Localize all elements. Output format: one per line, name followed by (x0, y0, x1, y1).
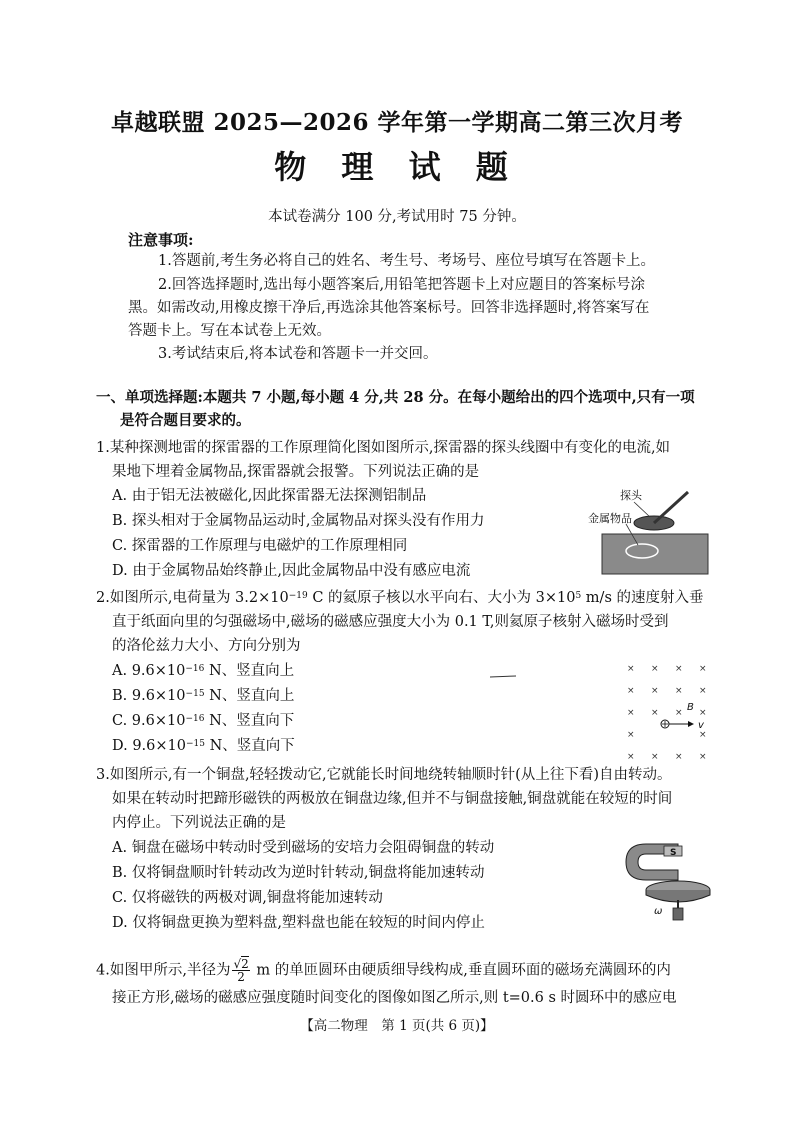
q2-stem-cont: 直于纸面向里的匀强磁场中,磁场的磁感应强度大小为 0.1 T,则氦原子核射入磁场时受到 (112, 614, 669, 630)
notice-line: 2.回答选择题时,选出每小题答案后,用铅笔把答题卡上对应题目的答案标号涂 (158, 277, 646, 293)
field-cross-mark: × (651, 752, 659, 762)
field-cross-mark: × (651, 708, 659, 718)
q3-option-d: D. 仅将铜盘更换为塑料盘,塑料盘也能在较短的时间内停止 (112, 915, 485, 931)
subject-title: 物 理 试 题 (274, 148, 520, 186)
q4-stem-text: m 的单匝圆环由硬质细导线构成,垂直圆环面的磁场充满圆环的内 (251, 962, 671, 979)
q1-stem-cont: 果地下埋着金属物品,探雷器就会报警。下列说法正确的是 (112, 464, 480, 480)
radius-fraction (232, 958, 249, 983)
q2-stem (96, 588, 704, 608)
q2-exponent: −15 (185, 689, 205, 699)
q2-option-text: A. 9.6×10 (112, 663, 186, 679)
q1-stem: 1.某种探测地雷的探雷器的工作原理简化图如图所示,探雷器的探头线圈中有变化的电流,如 (96, 440, 671, 456)
field-cross-mark: × (675, 752, 683, 762)
section-heading: 一、单项选择题:本题共 7 小题,每小题 4 分,共 28 分。在每小题给出的四个选项中,只有一项 (96, 389, 695, 406)
q2-option-b (112, 686, 294, 706)
field-cross-mark: × (627, 708, 635, 718)
probe-pointer (634, 502, 650, 517)
probe-label: 探头 (620, 489, 642, 502)
q2-stem-cont: 的洛伦兹力大小、方向分别为 (112, 638, 301, 654)
q1-option-c: C. 探雷器的工作原理与电磁炉的工作原理相同 (112, 538, 408, 554)
field-cross-mark: × (675, 686, 683, 696)
q2-option-d (112, 736, 295, 756)
fraction-numerator: √2 (233, 957, 249, 971)
q3-stem-cont: 如果在转动时把蹄形磁铁的两极放在铜盘边缘,但并不与铜盘接触,铜盘就能在较短的时间 (112, 791, 673, 807)
q2-option-text: B. 9.6×10 (112, 688, 186, 704)
ground-block (602, 534, 708, 574)
stray-mark (488, 672, 518, 682)
page-footer: 【高二物理 第 1 页(共 6 页)】 (300, 1018, 494, 1034)
field-cross-mark: × (699, 664, 707, 674)
q2-option-text: N、竖直向上 (204, 663, 295, 679)
q2-option-text: D. 9.6×10 (112, 738, 186, 754)
field-cross-mark: × (699, 686, 707, 696)
field-cross-mark: × (699, 752, 707, 762)
sqrt-value: 2 (241, 957, 249, 971)
field-cross-mark: × (699, 708, 707, 718)
field-cross-mark: × (699, 730, 707, 740)
q4-stem-cont: 接正方形,磁场的磁感应强度随时间变化的图像如图乙所示,则 t=0.6 s 时圆环中的感应电 (112, 990, 677, 1006)
q2-stem-text: m/s 的速度射入垂 (581, 590, 704, 606)
exam-title: 卓越联盟 2025—2026 学年第一学期高二第三次月考 (110, 109, 684, 136)
notice-line: 答题卡上。写在本试卷上无效。 (128, 323, 331, 339)
field-cross-mark: × (627, 686, 635, 696)
q2-option-text: N、竖直向下 (205, 738, 295, 754)
q2-stem-text: 2.如图所示,电荷量为 3.2×10 (96, 590, 289, 606)
axle-base (673, 908, 683, 920)
section-heading-cont: 是符合题目要求的。 (120, 412, 251, 429)
field-cross-mark: × (651, 686, 659, 696)
velocity-label: v (698, 720, 704, 731)
q2-exponent: −16 (185, 664, 205, 674)
field-cross-mark: × (627, 730, 635, 740)
q3-option-a: A. 铜盘在磁场中转动时受到磁场的安培力会阻碍铜盘的转动 (112, 840, 495, 856)
q4-stem (96, 958, 671, 983)
fraction-denominator: 2 (237, 970, 245, 984)
q2-exponent: −19 (288, 591, 308, 601)
q2-option-text: C. 9.6×10 (112, 713, 186, 729)
notice-line: 1.答题前,考生务必将自己的姓名、考生号、考场号、座位号填写在答题卡上。 (158, 253, 655, 269)
field-cross-mark: × (675, 664, 683, 674)
score-info: 本试卷满分 100 分,考试用时 75 分钟。 (268, 209, 526, 225)
q2-option-c (112, 711, 294, 731)
q1-option-b: B. 探头相对于金属物品运动时,金属物品对探头没有作用力 (112, 513, 485, 529)
probe-handle (654, 492, 688, 523)
field-cross-mark: × (651, 664, 659, 674)
q3-figure (618, 832, 718, 924)
metal-label: 金属物品 (588, 512, 632, 525)
field-cross-mark: × (627, 752, 635, 762)
q1-figure (580, 482, 710, 582)
q2-option-text: N、竖直向下 (204, 713, 295, 729)
notice-heading: 注意事项: (128, 231, 194, 249)
notice-line: 黑。如需改动,用橡皮擦干净后,再选涂其他答案标号。回答非选择题时,将答案写在 (128, 300, 650, 316)
q1-option-a: A. 由于铝无法被磁化,因此探雷器无法探测铝制品 (112, 488, 427, 504)
q3-option-b: B. 仅将铜盘顺时针转动改为逆时针转动,铜盘将能加速转动 (112, 865, 485, 881)
q2-exponent: 5 (575, 591, 582, 601)
field-cross-mark: × (627, 664, 635, 674)
omega-label: ω (654, 906, 663, 917)
q2-stem-text: C 的氦原子核以水平向右、大小为 3×10 (307, 590, 576, 606)
q2-option-a (112, 661, 294, 681)
arrowhead-icon (688, 721, 694, 727)
pole-label: S (670, 848, 677, 858)
q1-option-d: D. 由于金属物品始终静止,因此金属物品中没有感应电流 (112, 563, 471, 579)
q2-figure (620, 658, 720, 768)
magnetic-field-crosses (627, 664, 707, 762)
field-label: B (687, 702, 694, 713)
q3-option-c: C. 仅将磁铁的两极对调,铜盘将能加速转动 (112, 890, 383, 906)
field-cross-mark: × (675, 708, 683, 718)
q2-exponent: −16 (185, 714, 205, 724)
q2-option-text: N、竖直向上 (204, 688, 295, 704)
q3-stem: 3.如图所示,有一个铜盘,轻轻拨动它,它就能长时间地绕转轴顺时针(从上往下看)自由转动。 (96, 767, 672, 783)
notice-line: 3.考试结束后,将本试卷和答题卡一并交回。 (158, 346, 438, 362)
q2-exponent: −15 (186, 739, 205, 749)
q3-stem-cont: 内停止。下列说法正确的是 (112, 815, 286, 831)
q4-stem-text: 4.如图甲所示,半径为 (96, 962, 231, 979)
